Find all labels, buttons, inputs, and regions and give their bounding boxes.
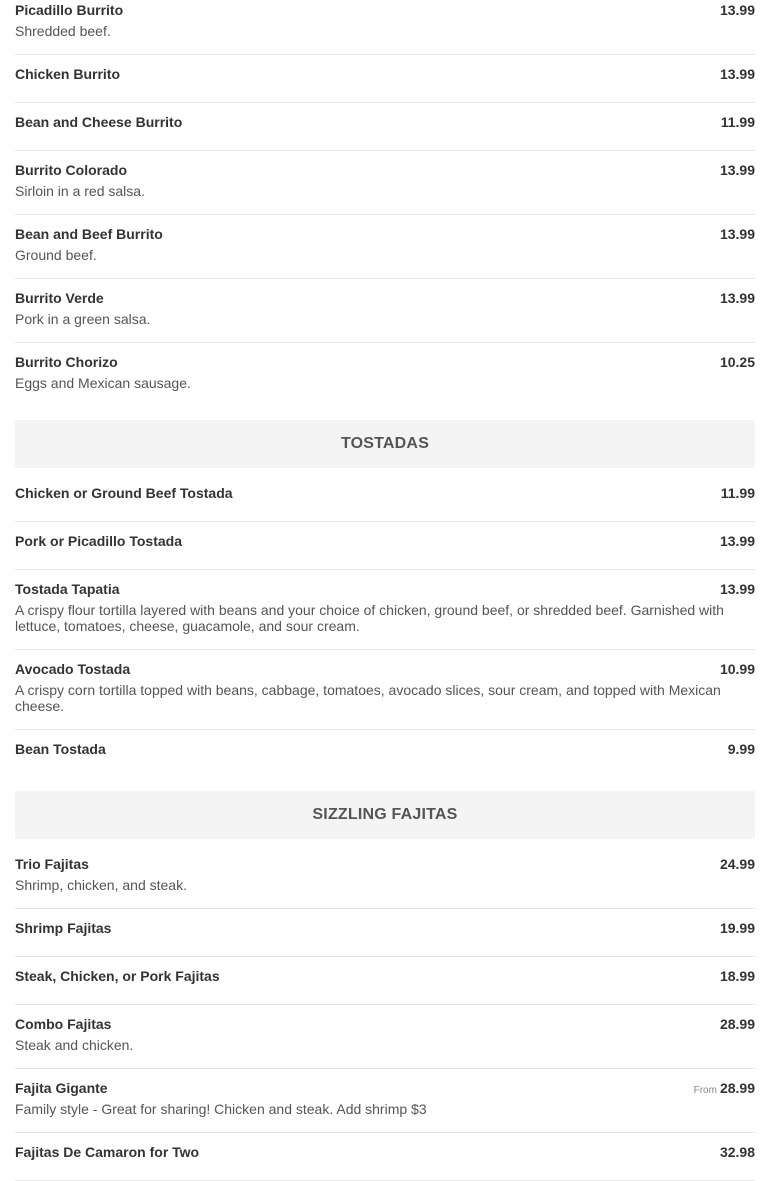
menu-item-header	[15, 918, 755, 938]
menu-item-name: Fajita Gigante	[15, 1080, 108, 1096]
menu-item-name: Fajitas De Camaron for Two	[15, 1144, 200, 1160]
menu-item[interactable]	[15, 650, 755, 730]
menu-item-header	[15, 1142, 755, 1162]
price-value: 13.99	[719, 162, 755, 178]
menu-item-price	[721, 112, 755, 132]
menu-item-header	[15, 1078, 755, 1098]
price-value: 18.99	[719, 968, 755, 984]
menu-item-description: A crispy flour tortilla layered with beans and your choice of chicken, ground beef, or shredded beef. Garnished with lettuce, tomatoes, cheese, guacamole, and sour cream.	[15, 602, 724, 634]
menu-item-header	[15, 64, 755, 84]
menu-item-price	[720, 579, 755, 599]
price-value: 13.99	[719, 290, 755, 306]
menu-item-price	[720, 160, 755, 180]
menu-item-price	[720, 352, 755, 372]
menu-item-header	[15, 854, 755, 874]
menu-item-header	[15, 659, 755, 679]
price-value: 10.99	[719, 661, 755, 677]
menu-item-price	[720, 531, 755, 551]
section-title: TOSTADAS	[340, 435, 430, 452]
menu-item-header	[15, 531, 755, 551]
price-value: 10.25	[719, 354, 755, 370]
menu-item[interactable]	[15, 215, 755, 279]
menu-item-price	[720, 659, 755, 679]
menu-item-name: Chicken or Ground Beef Tostada	[15, 485, 233, 501]
section-title: SIZZLING FAJITAS	[312, 806, 458, 823]
price-value: 28.99	[719, 1016, 755, 1032]
menu-item[interactable]	[15, 957, 755, 1005]
menu-item-name: Bean Tostada	[15, 741, 106, 757]
menu-item-name: Avocado Tostada	[15, 661, 131, 677]
menu-item-price	[720, 64, 755, 84]
menu-item[interactable]	[15, 1069, 755, 1133]
price-value: 32.98	[719, 1144, 755, 1160]
menu-item-price	[720, 1142, 755, 1162]
menu-item[interactable]	[15, 103, 755, 151]
menu-item-price	[720, 288, 755, 308]
price-value: 19.99	[719, 920, 755, 936]
menu-item-description: Eggs and Mexican sausage.	[15, 375, 191, 391]
menu-item-name: Trio Fajitas	[15, 856, 89, 872]
price-value: 11.99	[720, 114, 755, 130]
menu-item-name: Burrito Chorizo	[15, 354, 118, 370]
price-value: 9.99	[727, 741, 755, 757]
price-value: 11.99	[720, 485, 755, 501]
price-value: 13.99	[719, 226, 755, 242]
menu-item-description: Family style - Great for sharing! Chicken and steak. Add shrimp $3	[15, 1101, 427, 1117]
menu-item-name: Burrito Colorado	[15, 162, 127, 178]
menu-item-header	[15, 224, 755, 244]
menu-item-description: Shredded beef.	[15, 23, 111, 39]
menu-item-header	[15, 1014, 755, 1034]
price-value: 24.99	[719, 856, 755, 872]
menu-list	[15, 0, 755, 1181]
menu-item[interactable]	[15, 845, 755, 909]
menu-item-name: Burrito Verde	[15, 290, 104, 306]
menu-item-price	[720, 224, 755, 244]
menu-item-header	[15, 579, 755, 599]
menu-item[interactable]	[15, 55, 755, 103]
price-prefix: From	[693, 1085, 717, 1096]
price-value: 13.99	[719, 66, 755, 82]
menu-item-header	[15, 739, 755, 759]
menu-item-price	[720, 966, 755, 986]
menu-item-price	[728, 739, 755, 759]
price-value: 28.99	[719, 1080, 755, 1096]
menu-item-description: Pork in a green salsa.	[15, 311, 151, 327]
menu-item[interactable]	[15, 909, 755, 957]
menu-item[interactable]	[15, 730, 755, 778]
menu-item-name: Bean and Cheese Burrito	[15, 114, 183, 130]
menu-item[interactable]	[15, 474, 755, 522]
menu-item[interactable]	[15, 1133, 755, 1181]
menu-item-name: Bean and Beef Burrito	[15, 226, 163, 242]
menu-item[interactable]	[15, 570, 755, 650]
section-header	[15, 791, 755, 839]
menu-item-name: Shrimp Fajitas	[15, 920, 112, 936]
menu-item-name: Combo Fajitas	[15, 1016, 112, 1032]
menu-item-description: Ground beef.	[15, 247, 97, 263]
menu-item[interactable]	[15, 343, 755, 407]
menu-item-price	[720, 1014, 755, 1034]
price-value: 13.99	[719, 533, 755, 549]
menu-item-header	[15, 112, 755, 132]
price-value: 13.99	[719, 581, 755, 597]
menu-item-price	[721, 483, 755, 503]
menu-item-description: Shrimp, chicken, and steak.	[15, 877, 187, 893]
menu-item-price	[720, 854, 755, 874]
menu-item[interactable]	[15, 1005, 755, 1069]
menu-item-description: A crispy corn tortilla topped with beans, cabbage, tomatoes, avocado slices, sour cream, and topped with Mexican cheese.	[15, 682, 721, 714]
menu-item-name: Picadillo Burrito	[15, 2, 124, 18]
menu-item[interactable]	[15, 0, 755, 55]
menu-item-header	[15, 483, 755, 503]
menu-item[interactable]	[15, 279, 755, 343]
menu-item-header	[15, 0, 755, 20]
menu-item-description: Sirloin in a red salsa.	[15, 183, 145, 199]
menu-item-price	[694, 1078, 755, 1101]
menu-item-header	[15, 966, 755, 986]
menu-item-price	[720, 0, 755, 20]
menu-item[interactable]	[15, 151, 755, 215]
menu-item-description: Steak and chicken.	[15, 1037, 134, 1053]
menu-item-name: Chicken Burrito	[15, 66, 121, 82]
menu-item-header	[15, 352, 755, 372]
section-header	[15, 420, 755, 468]
price-value: 13.99	[719, 2, 755, 18]
menu-item-header	[15, 288, 755, 308]
menu-item-name: Pork or Picadillo Tostada	[15, 533, 183, 549]
menu-item-name: Steak, Chicken, or Pork Fajitas	[15, 968, 220, 984]
menu-item-price	[720, 918, 755, 938]
menu-item-name: Tostada Tapatia	[15, 581, 120, 597]
menu-item[interactable]	[15, 522, 755, 570]
menu-item-header	[15, 160, 755, 180]
